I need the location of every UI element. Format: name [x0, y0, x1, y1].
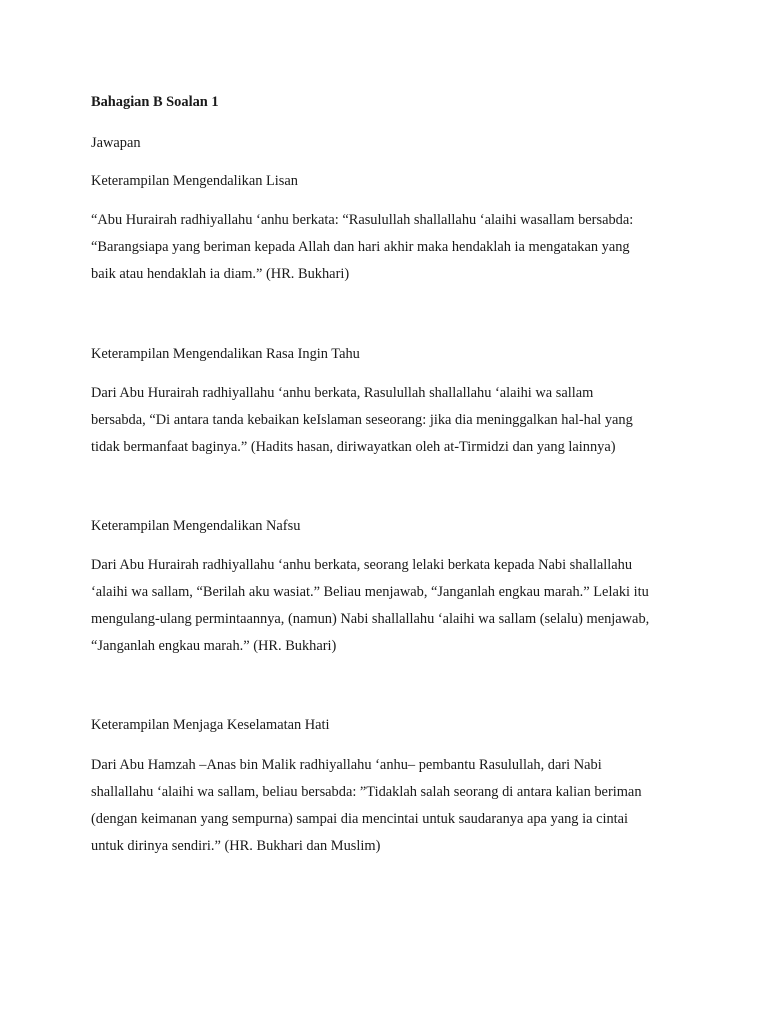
section-title: Keterampilan Mengendalikan Rasa Ingin Tahu — [91, 346, 360, 362]
document-heading: Bahagian B Soalan 1 — [91, 94, 219, 110]
paragraph-line: tidak bermanfaat baginya.” (Hadits hasan, diriwayatkan oleh at-Tirmidzi dan yang lainnya) — [91, 439, 616, 455]
paragraph-line: “Barangsiapa yang beriman kepada Allah dan hari akhir maka hendaklah ia mengatakan yang — [91, 239, 630, 255]
paragraph-line: Dari Abu Hurairah radhiyallahu ‘anhu berkata, seorang lelaki berkata kepada Nabi shallallahu — [91, 557, 633, 573]
paragraph-line: shallallahu ‘alaihi wa sallam, beliau bersabda: ”Tidaklah salah seorang di antara kalian beriman — [91, 784, 642, 800]
paragraph-line: mengulang-ulang permintaannya, (namun) Nabi shallallahu ‘alaihi wa sallam (selalu) menjawab, — [91, 611, 650, 627]
paragraph-line: (dengan keimanan yang sempurna) sampai dia mencintai untuk saudaranya apa yang ia cintai — [91, 811, 629, 827]
paragraph-line: Dari Abu Hamzah –Anas bin Malik radhiyallahu ‘anhu– pembantu Rasulullah, dari Nabi — [91, 757, 602, 773]
section-title: Keterampilan Mengendalikan Nafsu — [91, 518, 301, 534]
paragraph-line: “Abu Hurairah radhiyallahu ‘anhu berkata: “Rasulullah shallallahu ‘alaihi wasallam bersabda: — [91, 212, 634, 228]
paragraph-line: ‘alaihi wa sallam, “Berilah aku wasiat.” Beliau menjawab, “Janganlah engkau marah.” Lelaki itu — [91, 584, 649, 600]
paragraph-line: bersabda, “Di antara tanda kebaikan keIslaman seseorang: jika dia meninggalkan hal-hal yang — [91, 412, 633, 428]
section-title: Keterampilan Mengendalikan Lisan — [91, 173, 298, 189]
answer-label: Jawapan — [91, 135, 141, 151]
paragraph-line: baik atau hendaklah ia diam.” (HR. Bukhari) — [91, 266, 350, 282]
paragraph-line: untuk dirinya sendiri.” (HR. Bukhari dan Muslim) — [91, 838, 381, 854]
section-title: Keterampilan Menjaga Keselamatan Hati — [91, 717, 330, 733]
paragraph-line: Dari Abu Hurairah radhiyallahu ‘anhu berkata, Rasulullah shallallahu ‘alaihi wa sallam — [91, 385, 594, 401]
paragraph-line: “Janganlah engkau marah.” (HR. Bukhari) — [91, 638, 337, 654]
